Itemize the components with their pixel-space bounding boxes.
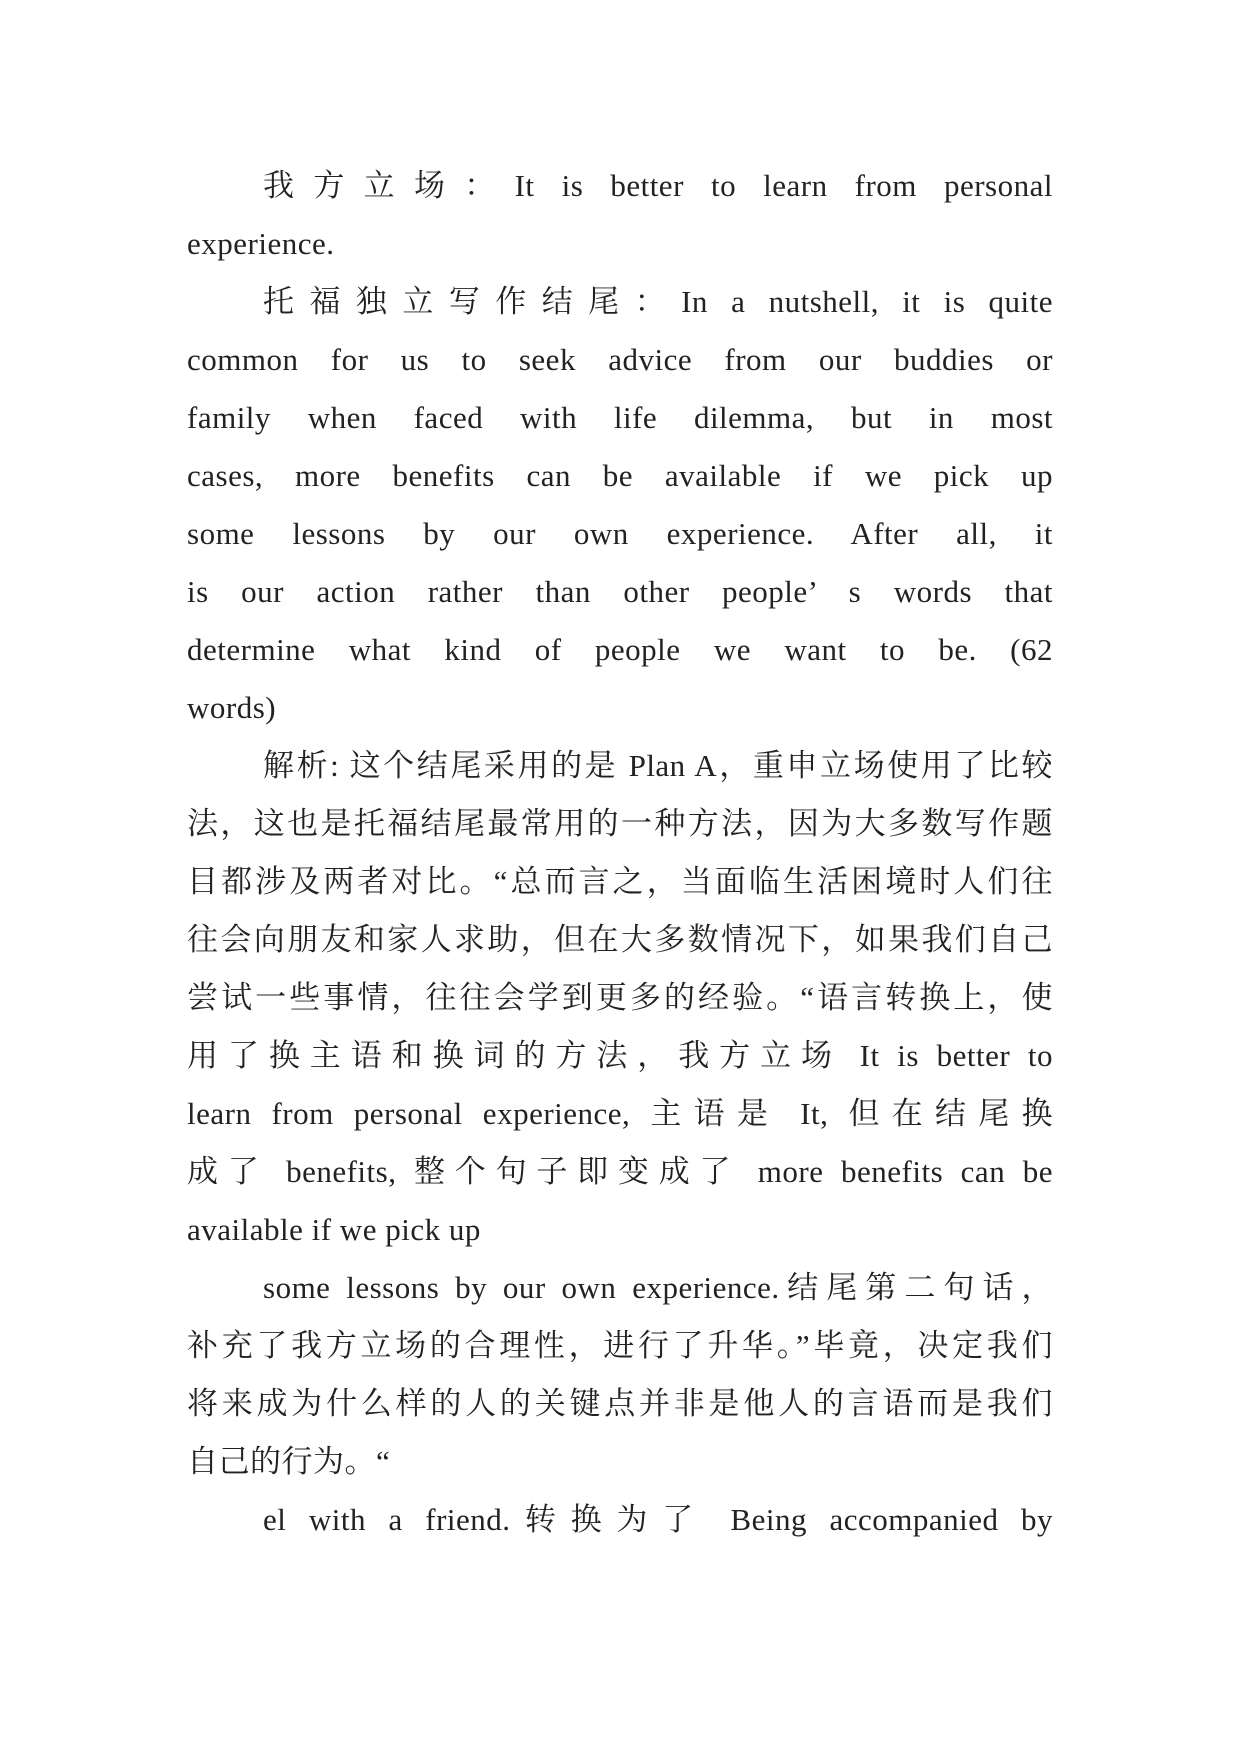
text-line: cases, more benefits can be available if we pick up bbox=[187, 458, 1053, 493]
text-line: some lessons by our own experience. After all, it bbox=[187, 516, 1053, 551]
text-line: 法，这也是托福结尾最常用的一种方法，因为大多数写作题 bbox=[187, 806, 1053, 841]
text-line: 往会向朋友和家人求助，但在大多数情况下，如果我们自己 bbox=[187, 922, 1053, 957]
text-line: 尝试一些事情，往往会学到更多的经验。“语言转换上，使 bbox=[187, 980, 1053, 1015]
text-line: learn from personal experience, 主语是 It, 但在结尾换 bbox=[187, 1096, 1053, 1131]
text-line: experience. bbox=[187, 226, 335, 261]
text-line: 补充了我方立场的合理性，进行了升华。”毕竟，决定我们 bbox=[187, 1328, 1053, 1363]
text-line: 我方立场：It is better to learn from personal bbox=[263, 168, 1053, 203]
text-line: 成了 benefits, 整个句子即变成了 more benefits can be bbox=[187, 1154, 1053, 1189]
text-line: 将来成为什么样的人的关键点并非是他人的言语而是我们 bbox=[187, 1386, 1053, 1421]
text-line: 托福独立写作结尾：In a nutshell, it is quite bbox=[263, 284, 1053, 319]
text-line: 自己的行为。“ bbox=[187, 1444, 391, 1479]
text-line: 用了换主语和换词的方法，我方立场 It is better to bbox=[187, 1038, 1053, 1073]
text-line: family when faced with life dilemma, but in most bbox=[187, 400, 1053, 435]
text-line: determine what kind of people we want to be. (62 bbox=[187, 632, 1053, 667]
text-line: some lessons by our own experience.结尾第二句话， bbox=[263, 1270, 1053, 1305]
text-line: words) bbox=[187, 690, 277, 725]
text-line: available if we pick up bbox=[187, 1212, 481, 1247]
text-line: el with a friend.转换为了 Being accompanied by bbox=[263, 1502, 1053, 1537]
text-line: common for us to seek advice from our buddies or bbox=[187, 342, 1053, 377]
text-line: 解析: 这个结尾采用的是 Plan A，重申立场使用了比较 bbox=[263, 748, 1053, 783]
text-line: is our action rather than other people’ s words that bbox=[187, 574, 1053, 609]
text-line: 目都涉及两者对比。“总而言之，当面临生活困境时人们往 bbox=[187, 864, 1053, 899]
document-body bbox=[187, 157, 1053, 1549]
